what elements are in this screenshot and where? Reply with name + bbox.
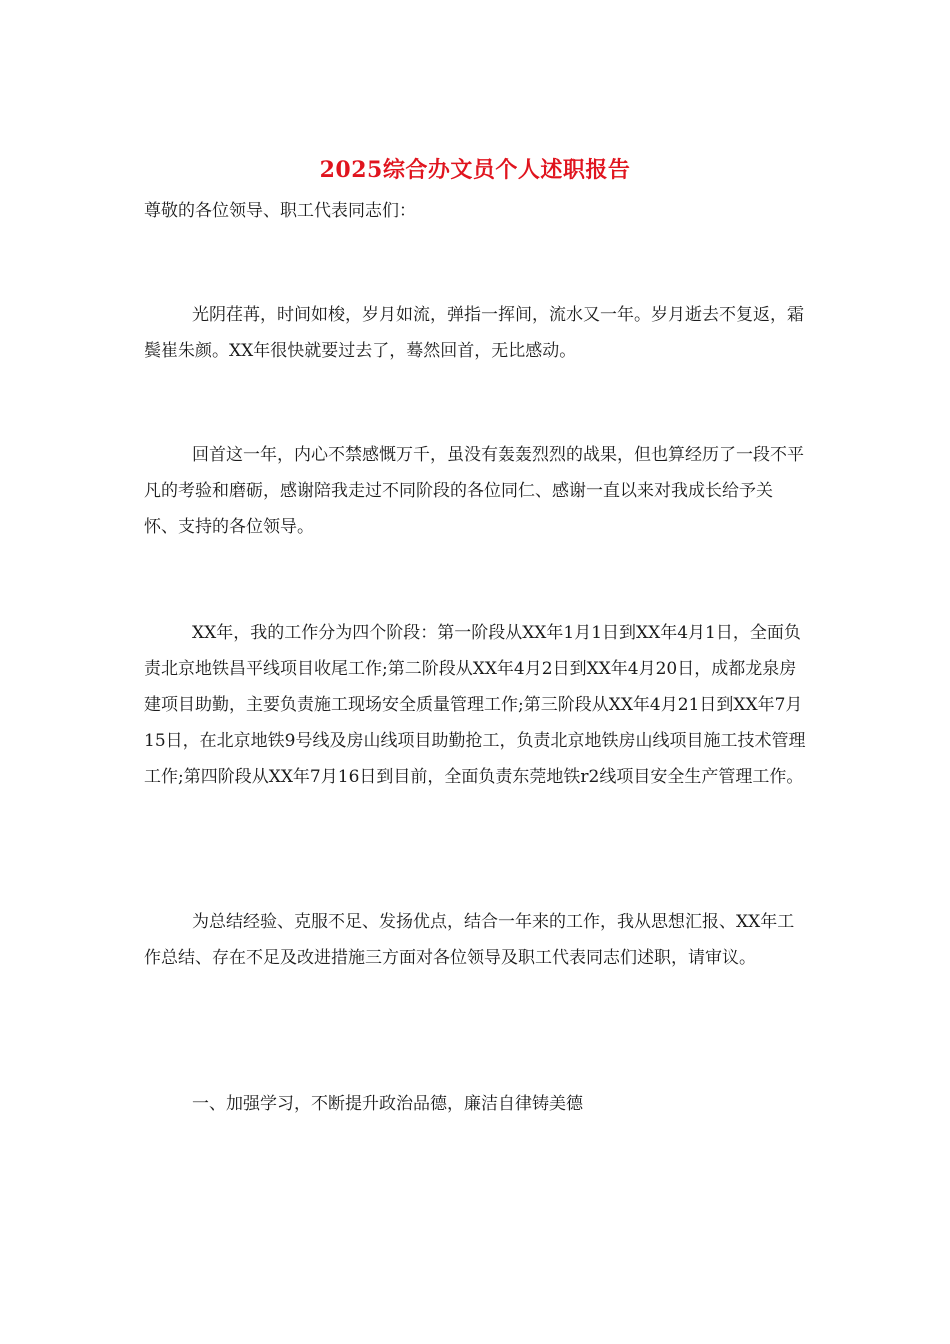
paragraph-3: XX年，我的工作分为四个阶段：第一阶段从XX年1月1日到XX年4月1日，全面负责北京地铁昌平线项目收尾工作;第二阶段从XX年4月2日到XX年4月20日，成都龙泉房建项目助勤，主要负责施工现场安全质量管理工作;第三阶段从XX年4月21日到XX年7月15日，在北京地铁9号线及房山线项目助勤抢工，负责北京地铁房山线项目施工技术管理工作;第四阶段从XX年7月16日到目前，全面负责东莞地铁r2线项目安全生产管理工作。: [144, 623, 806, 787]
paragraph-1: 光阴荏苒，时间如梭，岁月如流，弹指一挥间，流水又一年。岁月逝去不复返，霜鬓崔朱颜。XX年很快就要过去了，蓦然回首，无比感动。: [144, 305, 804, 361]
salutation: 尊敬的各位领导、职工代表同志们：: [144, 201, 416, 221]
paragraph-4: 为总结经验、克服不足、发扬优点，结合一年来的工作，我从思想汇报、XX年工作总结、存在不足及改进措施三方面对各位领导及职工代表同志们述职，请审议。: [144, 912, 795, 968]
page-title: 2025综合办文员个人述职报告: [319, 157, 631, 183]
paragraph-2: 回首这一年，内心不禁感慨万千，虽没有轰轰烈烈的战果，但也算经历了一段不平凡的考验和磨砺，感谢陪我走过不同阶段的各位同仁、感谢一直以来对我成长给予关怀、支持的各位领导。: [144, 445, 804, 537]
section-heading-1: 一、加强学习，不断提升政治品德，廉洁自律铸美德: [192, 1094, 583, 1114]
